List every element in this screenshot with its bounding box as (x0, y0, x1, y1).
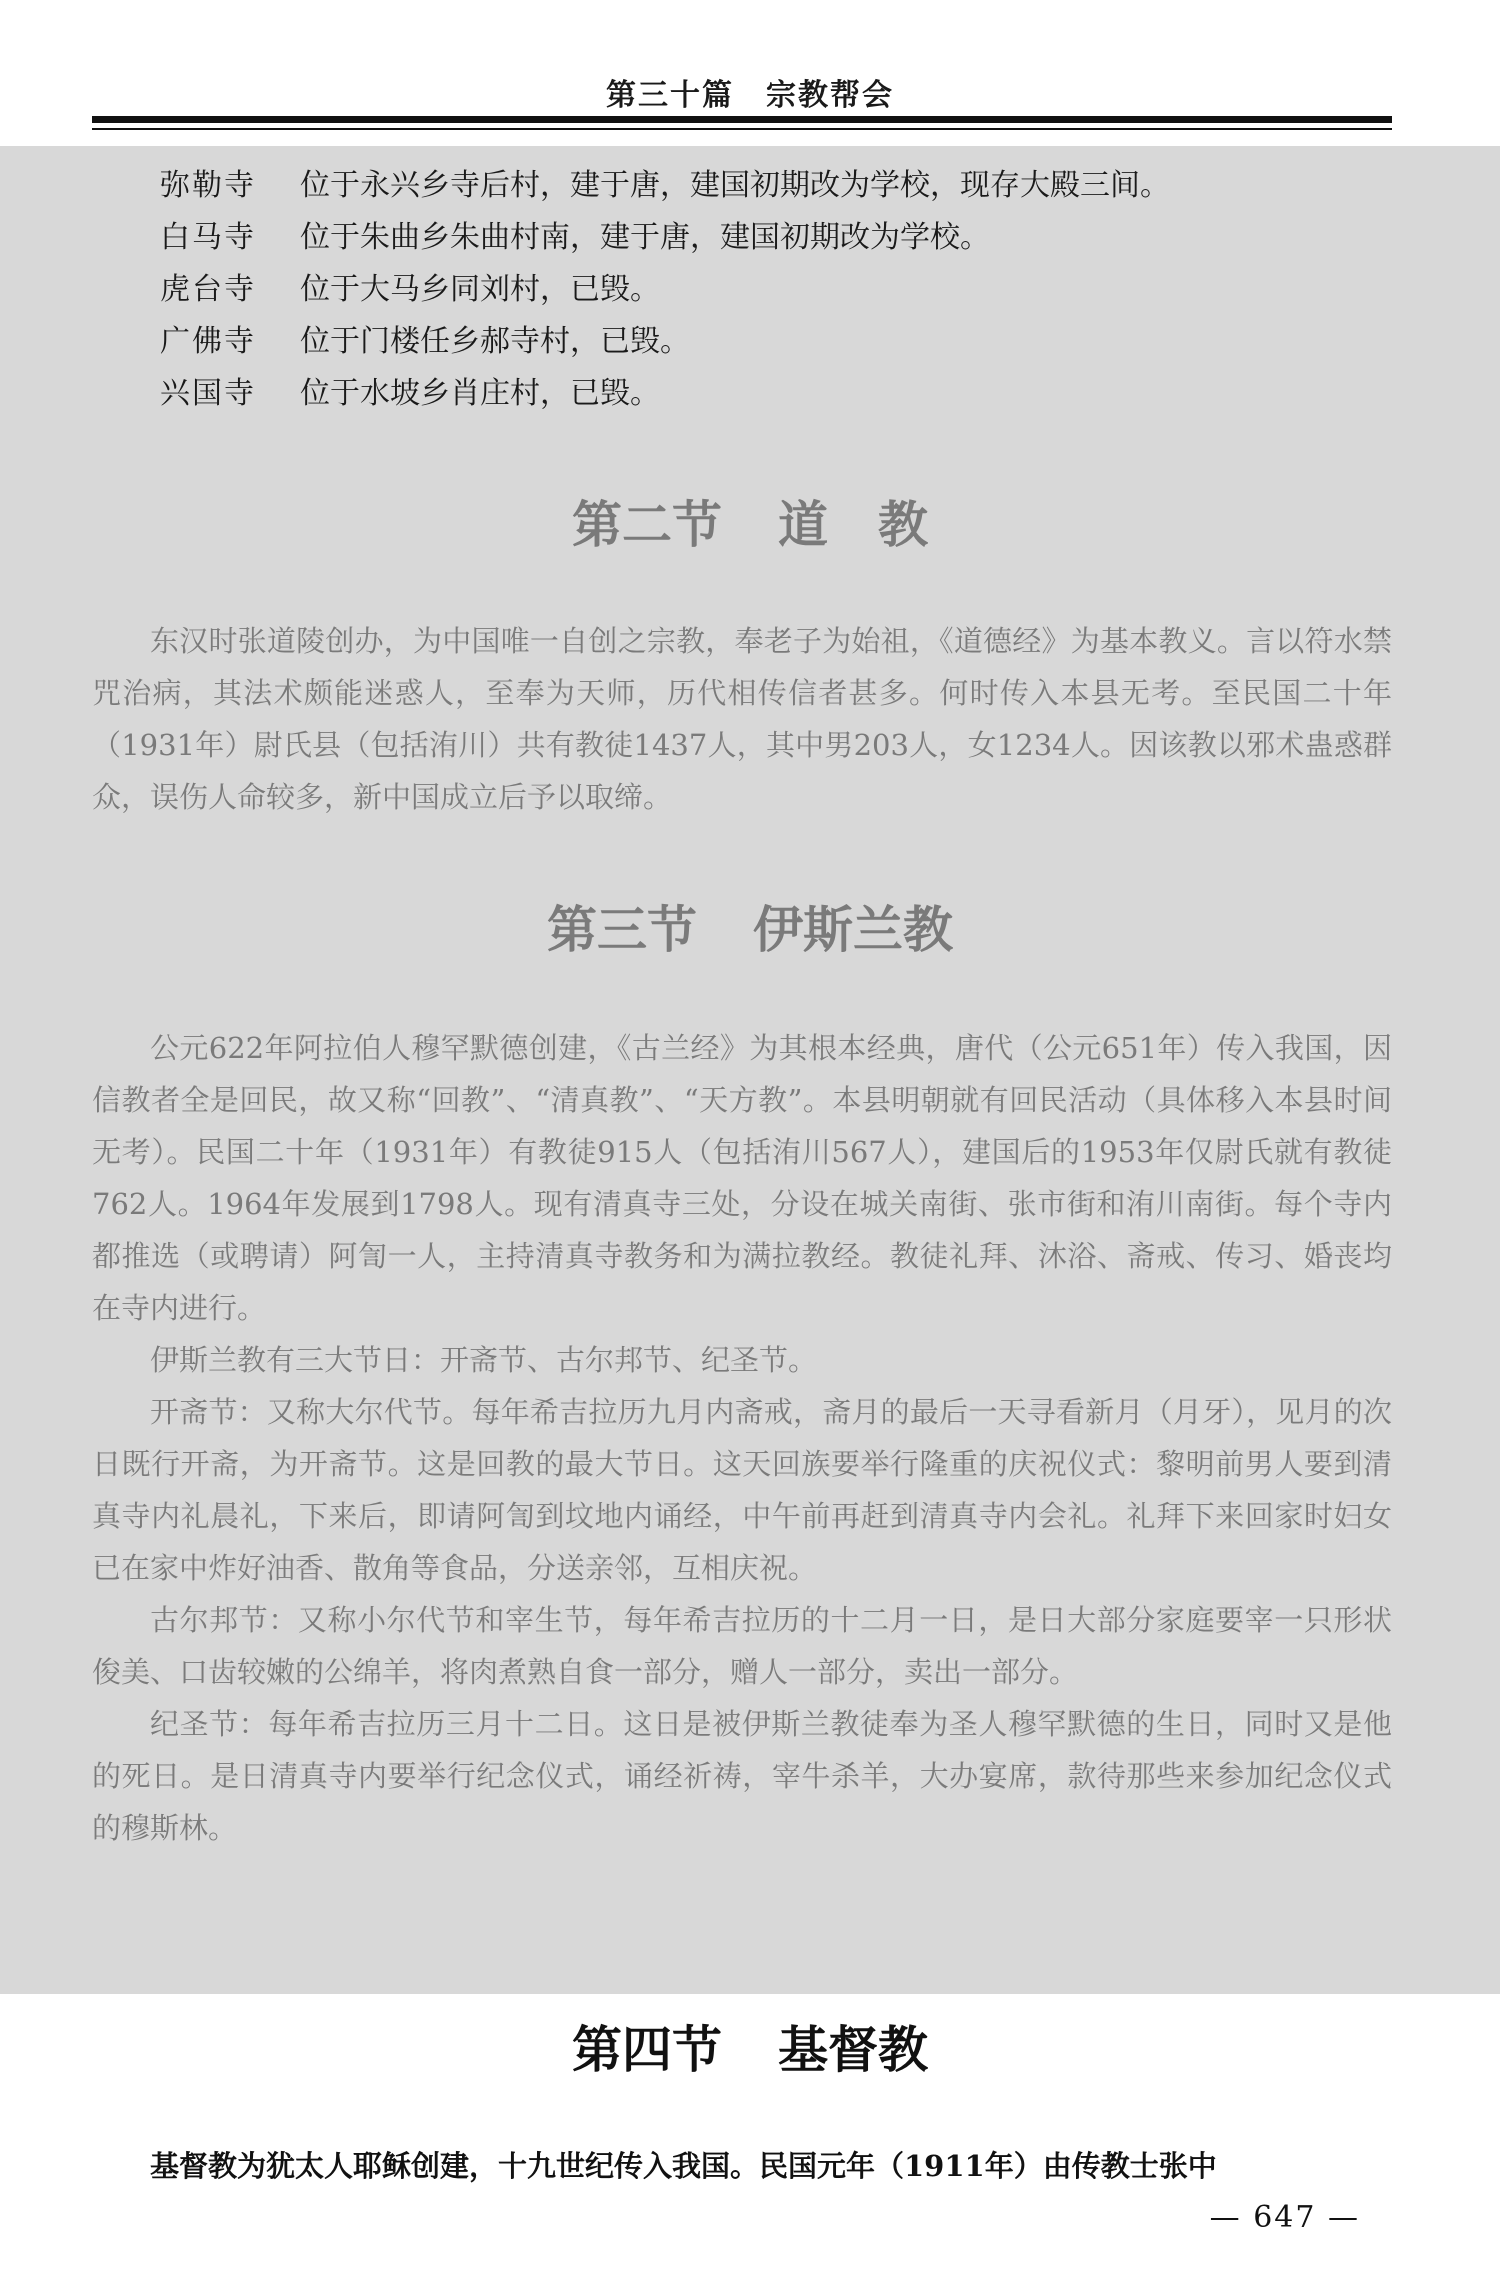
list-item (160, 212, 1170, 264)
paragraph: 古尔邦节：又称小尔代节和宰生节，每年希吉拉历的十二月一日，是日大部分家庭要宰一只形状俊美、口齿较嫩的公绵羊，将肉煮熟自食一部分，赠人一部分，卖出一部分。 (92, 1603, 1392, 1689)
temple-desc: 位于水坡乡肖庄村，已毁。 (300, 376, 660, 411)
section-2-body (92, 615, 1392, 823)
temple-desc: 位于永兴乡寺后村，建于唐，建国初期改为学校，现存大殿三间。 (300, 168, 1170, 203)
paragraph: 伊斯兰教有三大节日：开斋节、古尔邦节、纪圣节。 (150, 1343, 818, 1377)
list-item (160, 316, 1170, 368)
paragraph: 东汉时张道陵创办，为中国唯一自创之宗教，奉老子为始祖，《道德经》为基本教义。言以符水禁咒治病，其法术颇能迷惑人，至奉为天师，历代相传信者甚多。何时传入本县无考。至民国二十年（1931年）尉氏县（包括洧川）共有教徒1437人，其中男203人，女1234人。因该教以邪术蛊惑群众，误伤人命较多，新中国成立后予以取缔。 (92, 624, 1392, 814)
paragraph: 开斋节：又称大尔代节。每年希吉拉历九月内斋戒，斋月的最后一天寻看新月（月牙），见月的次日既行开斋，为开斋节。这是回教的最大节日。这天回族要举行隆重的庆祝仪式：黎明前男人要到清真寺内礼晨礼，下来后，即请阿訇到坟地内诵经，中午前再赶到清真寺内会礼。礼拜下来回家时妇女已在家中炸好油香、散角等食品，分送亲邻，互相庆祝。 (92, 1395, 1392, 1585)
running-head: 第三十篇 宗教帮会 (606, 78, 894, 113)
temple-list (160, 160, 1170, 420)
paragraph: 公元622年阿拉伯人穆罕默德创建，《古兰经》为其根本经典，唐代（公元651年）传入我国，因信教者全是回民，故又称“回教”、“清真教”、“天方教”。本县明朝就有回民活动（具体移入本县时间无考）。民国二十年（1931年）有教徒915人（包括洧川567人），建国后的1953年仅尉氏就有教徒762人。1964年发展到1798人。现有清真寺三处，分设在城关南街、张市街和洧川南街。每个寺内都推选（或聘请）阿訇一人，主持清真寺教务和为满拉教经。教徒礼拜、沐浴、斋戒、传习、婚丧均在寺内进行。 (92, 1031, 1392, 1325)
section-3-title: 伊斯兰教 (753, 901, 953, 959)
paragraph: 基督教为犹太人耶稣创建，十九世纪传入我国。民国元年（1911年）由传教士张中 (150, 2149, 1217, 2183)
temple-name: 兴国寺 (160, 376, 256, 411)
section-4-heading (0, 2010, 1500, 2082)
temple-name: 虎台寺 (160, 272, 256, 307)
temple-desc: 位于朱曲乡朱曲村南，建于唐，建国初期改为学校。 (300, 220, 990, 255)
header-rule-thick (92, 116, 1392, 123)
list-item (160, 160, 1170, 212)
section-2-title: 道 教 (778, 496, 928, 554)
temple-name: 弥勒寺 (160, 168, 256, 203)
page-number: — 647 — (1209, 2200, 1360, 2235)
section-3-number: 第三节 (547, 901, 697, 959)
section-4-number: 第四节 (572, 2021, 722, 2079)
list-item (160, 264, 1170, 316)
section-4-title: 基督教 (778, 2021, 928, 2079)
header-rule-thin (92, 128, 1392, 130)
section-2-heading (0, 485, 1500, 557)
temple-desc: 位于门楼任乡郝寺村，已毁。 (300, 324, 690, 359)
section-3-heading (0, 890, 1500, 962)
section-3-body (92, 1022, 1392, 1854)
section-2-number: 第二节 (572, 496, 722, 554)
temple-name: 广佛寺 (160, 324, 256, 359)
temple-name: 白马寺 (160, 220, 256, 255)
list-item (160, 368, 1170, 420)
paragraph: 纪圣节：每年希吉拉历三月十二日。这日是被伊斯兰教徒奉为圣人穆罕默德的生日，同时又是他的死日。是日清真寺内要举行纪念仪式，诵经祈祷，宰牛杀羊，大办宴席，款待那些来参加纪念仪式的穆斯林。 (92, 1707, 1392, 1845)
temple-desc: 位于大马乡同刘村，已毁。 (300, 272, 660, 307)
section-4-body (92, 2140, 1392, 2192)
